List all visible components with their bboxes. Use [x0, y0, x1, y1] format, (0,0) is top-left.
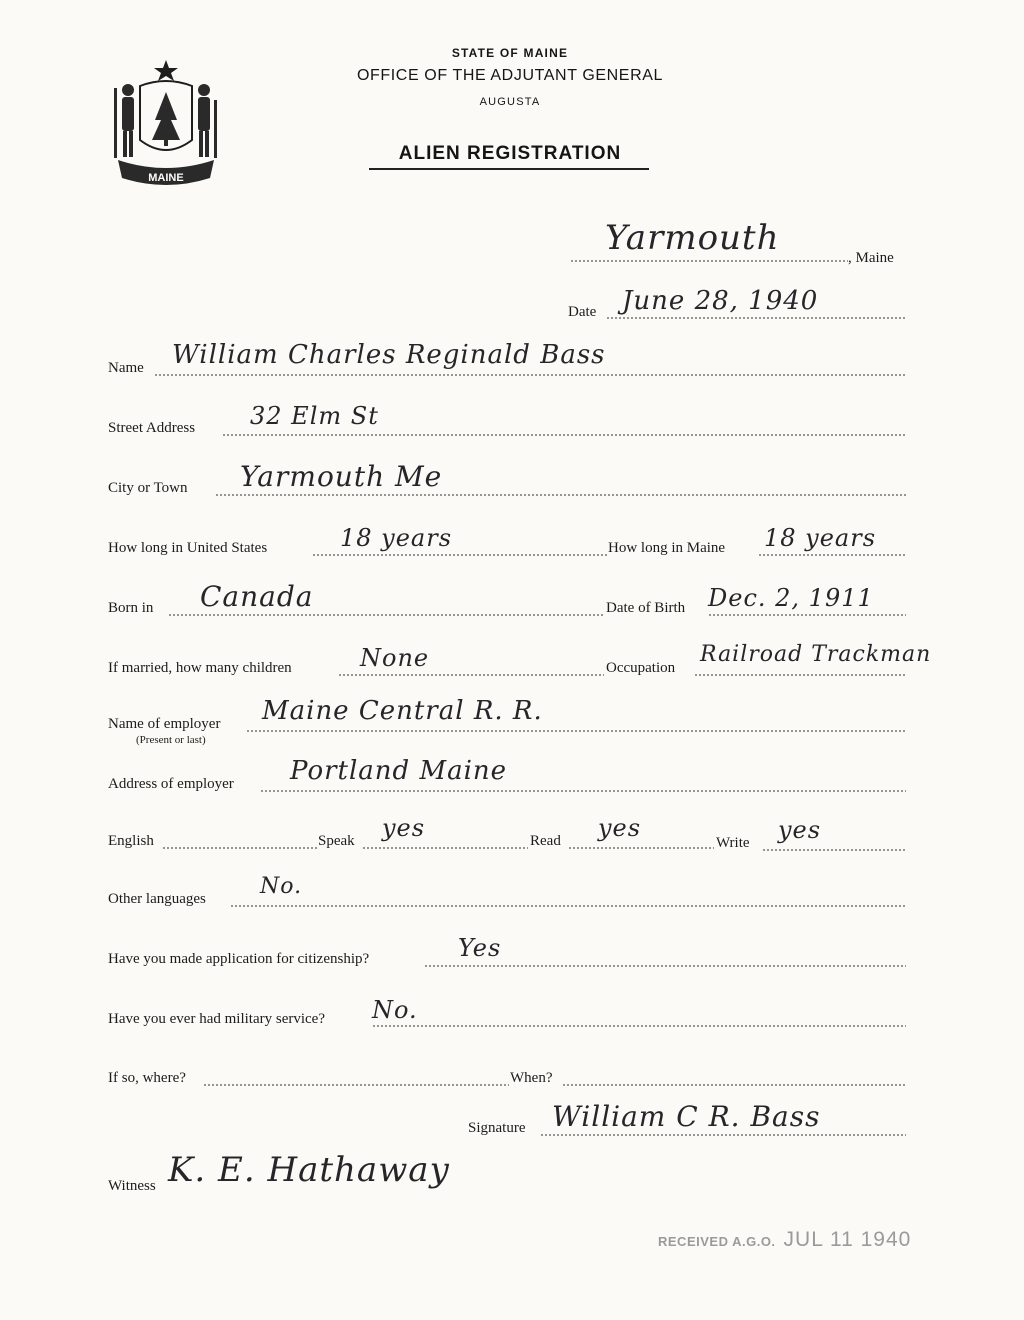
received-stamp-label: RECEIVED A.G.O. [658, 1234, 776, 1249]
other-languages-value: No. [260, 874, 303, 899]
occupation-label: Occupation [606, 660, 676, 676]
citizenship-label: Have you made application for citizenship? [108, 951, 370, 967]
children-value: None [360, 644, 430, 672]
street-value: 32 Elm St [250, 402, 379, 430]
date-line [606, 317, 906, 319]
years-me-line [758, 554, 906, 556]
name-line [154, 374, 906, 376]
years-us-line [312, 554, 608, 556]
citizenship-line [424, 965, 906, 967]
speak-value: yes [382, 814, 426, 842]
town-value: Yarmouth [605, 218, 780, 258]
other-languages-label: Other languages [108, 891, 206, 907]
born-line [168, 614, 604, 616]
name-label: Name [108, 360, 144, 376]
years-us-label: How long in United States [108, 540, 268, 556]
born-value: Canada [200, 580, 314, 613]
employer-address-label: Address of employer [108, 776, 234, 792]
employer-address-line [260, 790, 906, 792]
employer-value: Maine Central R. R. [262, 696, 543, 726]
born-label: Born in [108, 600, 154, 616]
date-value: June 28, 1940 [622, 286, 819, 316]
write-line [762, 849, 906, 851]
city-line [215, 494, 906, 496]
signature-value: William C R. Bass [552, 1100, 821, 1133]
dob-line [708, 614, 906, 616]
maine-suffix: , Maine [848, 250, 894, 266]
office-heading: OFFICE OF THE ADJUTANT GENERAL [356, 67, 664, 84]
occupation-value: Railroad Trackman [700, 642, 932, 667]
years-us-value: 18 years [340, 524, 453, 552]
town-line [570, 260, 848, 262]
where-line [203, 1084, 509, 1086]
employer-sublabel: (Present or last) [136, 734, 206, 746]
street-line [222, 434, 906, 436]
years-me-label: How long in Maine [608, 540, 726, 556]
where-label: If so, where? [108, 1070, 186, 1086]
occupation-line [694, 674, 906, 676]
english-line [162, 847, 318, 849]
other-languages-line [230, 905, 906, 907]
received-stamp [658, 1228, 911, 1252]
read-value: yes [598, 814, 642, 842]
military-label: Have you ever had military service? [108, 1011, 325, 1027]
date-label: Date [568, 304, 597, 320]
seal-banner-text: MAINE [148, 172, 184, 184]
military-line [372, 1025, 906, 1027]
children-line [338, 674, 604, 676]
speak-line [362, 847, 528, 849]
speak-label: Speak [318, 833, 355, 849]
maine-state-seal [110, 54, 222, 192]
witness-value: K. E. Hathaway [168, 1150, 450, 1190]
state-heading: STATE OF MAINE [451, 46, 569, 60]
dob-label: Date of Birth [606, 600, 686, 616]
signature-line [540, 1134, 906, 1136]
military-value: No. [372, 996, 418, 1024]
children-label: If married, how many children [108, 660, 292, 676]
form-title: ALIEN REGISTRATION [398, 143, 622, 164]
write-value: yes [778, 816, 822, 844]
city-heading: AUGUSTA [479, 96, 541, 108]
employer-address-value: Portland Maine [290, 756, 508, 786]
years-me-value: 18 years [764, 524, 877, 552]
employer-label: Name of employer [108, 716, 221, 732]
citizenship-value: Yes [458, 934, 502, 962]
name-value: William Charles Reginald Bass [172, 340, 606, 370]
write-label: Write [716, 835, 750, 851]
when-label: When? [510, 1070, 553, 1086]
title-underline [369, 168, 649, 170]
street-label: Street Address [108, 420, 196, 436]
read-label: Read [530, 833, 561, 849]
dob-value: Dec. 2, 1911 [708, 584, 874, 612]
city-value: Yarmouth Me [240, 460, 443, 493]
city-label: City or Town [108, 480, 188, 496]
received-stamp-date: JUL 11 1940 [783, 1228, 912, 1251]
witness-label: Witness [108, 1178, 156, 1194]
read-line [568, 847, 714, 849]
english-label: English [108, 833, 154, 849]
when-line [562, 1084, 906, 1086]
employer-line [246, 730, 906, 732]
signature-label: Signature [468, 1120, 526, 1136]
